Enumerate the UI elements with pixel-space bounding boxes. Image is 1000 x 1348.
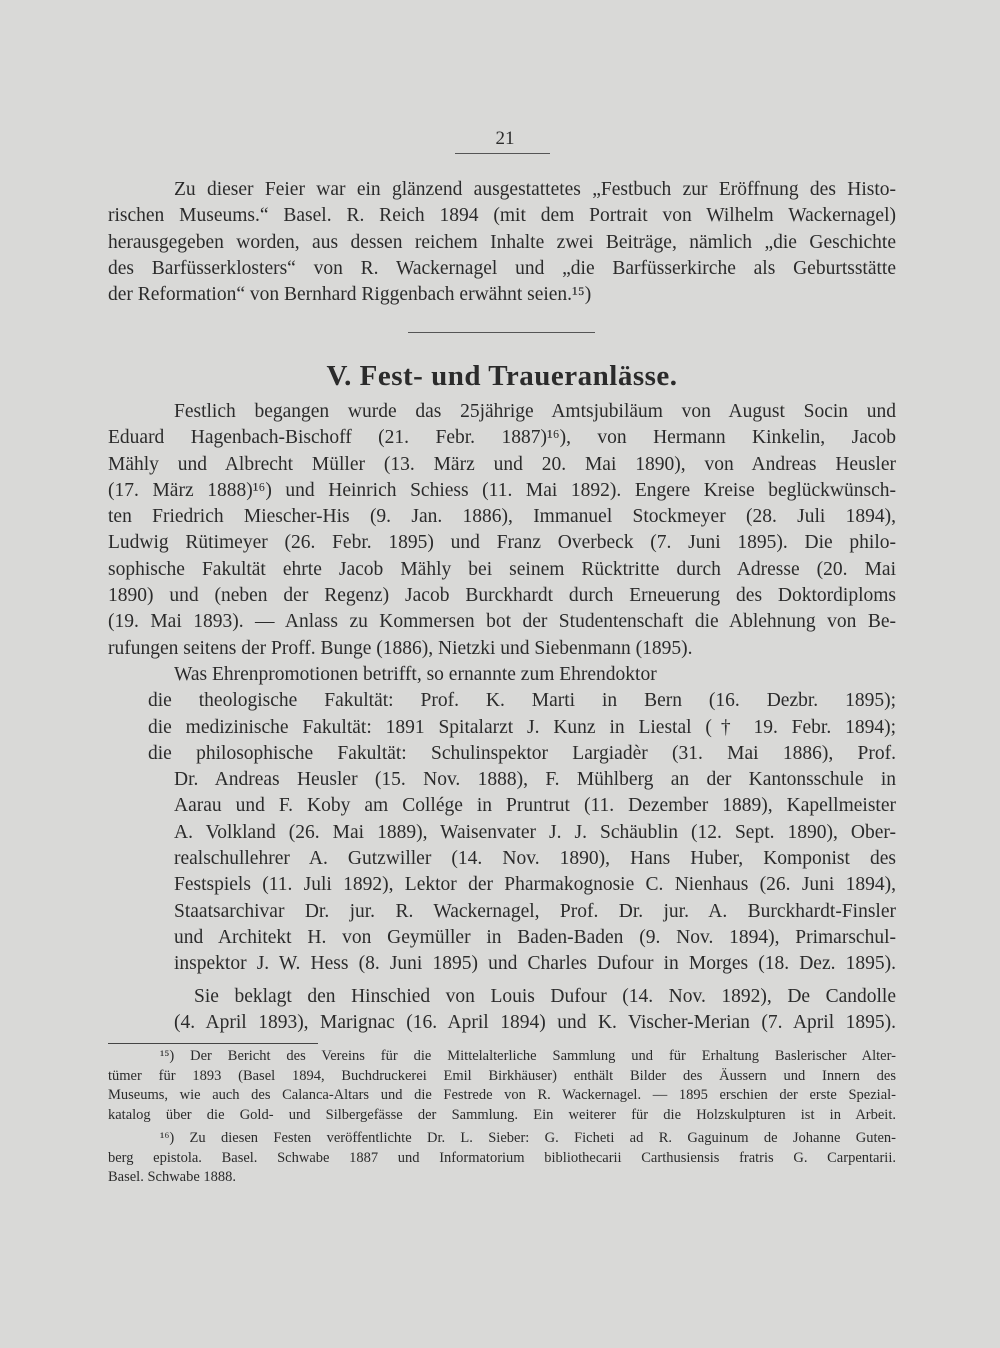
text-line: rufungen seitens der Proff. Bunge (1886), Nietzki und Siebenmann (1895). [108,637,693,659]
text-line: ten Friedrich Miescher-His (9. Jan. 1886), Immanuel Stockmeyer (28. Juli 1894), [108,506,896,528]
text-line: Eduard Hagenbach-Bischoff (21. Febr. 1887)¹⁶), von Hermann Kinkelin, Jacob [108,427,896,449]
text-line: Was Ehrenpromotionen betrifft, so ernannte zum Ehrendoktor [174,664,657,685]
text-line: inspektor J. W. Hess (8. Juni 1895) und Charles Dufour in Morges (18. Dez. 1895). [174,953,896,975]
text-line: Sie beklagt den Hinschied von Louis Dufour (14. Nov. 1892), De Candolle [194,986,896,1007]
text-line: die theologische Fakultät: Prof. K. Marti in Bern (16. Dezbr. 1895); [148,690,896,712]
ehrenpromotionen-paragraph [108,662,896,978]
text-line: 1890) und (neben der Regenz) Jacob Burckhardt durch Erneuerung des Doktordiploms [108,585,896,607]
text-line: Festspiels (11. Juli 1892), Lektor der Pharmakognosie C. Nienhaus (26. Juni 1894), [174,874,896,896]
text-line: der Reformation“ von Bernhard Riggenbach erwähnt seien.¹⁵) [108,284,592,306]
section-heading: V. Fest- und Traueranlässe. [326,360,678,392]
text-line: und Architekt H. von Geymüller in Baden-Baden (9. Nov. 1894), Primarschul- [174,926,896,948]
text-line: Staatsarchivar Dr. jur. R. Wackernagel, Prof. Dr. jur. A. Burckhardt-Finsler [174,900,896,922]
text-line: (4. April 1893), Marignac (16. April 1894) und K. Vischer-Merian (7. April 1895). [174,1012,896,1034]
text-line: die philosophische Fakultät: Schulinspektor Largiadèr (31. Mai 1886), Prof. [148,742,896,764]
intro-paragraph [108,177,896,308]
text-line: (19. Mai 1893). — Anlass zu Kommersen bot der Studentenschaft die Ablehnung von Be- [108,611,896,633]
text-line: Ludwig Rütimeyer (26. Febr. 1895) und Franz Overbeck (7. Juni 1895). Die philo- [108,532,896,554]
text-line: realschullehrer A. Gutzwiller (14. Nov. 1890), Hans Huber, Komponist des [174,848,896,870]
footnote-rule [108,1043,318,1044]
footnote-line: tümer für 1893 (Basel 1894, Buchdruckerei Emil Birkhäuser) enthält Bilder des Äussern und Innern des [108,1067,896,1084]
footnote-line: berg epistola. Basel. Schwabe 1887 und Informatorium bibliothecarii Carthusiensis fratris G. Carpentarii. [108,1149,896,1166]
footnote-line: ¹⁵) Der Bericht des Vereins für die Mittelalterliche Sammlung und für Erhaltung Baslerischer Alter- [160,1048,896,1064]
text-line: sophische Fakultät ehrte Jacob Mähly bei seinem Rücktritte durch Adresse (20. Mai [108,558,896,580]
footnote-line: ¹⁶) Zu diesen Festen veröffentlichte Dr. L. Sieber: G. Ficheti ad R. Gaguinum de Johanne Guten- [160,1130,896,1146]
footnote-15 [108,1047,896,1125]
text-line: Mähly und Albrecht Müller (13. März und 20. Mai 1890), von Andreas Heusler [108,453,896,475]
footnote-line: katalog über die Gold- und Silbergefässe der Sammlung. Ein weiterer für die Holzskulpturen ist in Arbeit. [108,1106,896,1123]
text-line: rischen Museums.“ Basel. R. Reich 1894 (mit dem Portrait von Wilhelm Wackernagel) [108,205,896,227]
text-line: Aarau und F. Koby am Collége in Pruntrut (11. Dezember 1889), Kapellmeister [174,795,896,817]
festlich-paragraph [108,399,896,662]
text-line: Zu dieser Feier war ein glänzend ausgestattetes „Festbuch zur Eröffnung des Histo- [174,179,896,200]
footnote-16 [108,1129,896,1188]
footnote-line: Basel. Schwabe 1888. [108,1169,237,1186]
section-rule [408,332,595,333]
hinschied-paragraph [108,984,896,1037]
text-line: des Barfüsserklosters“ von R. Wackernagel und „die Barfüsserkirche als Geburtsstätte [108,257,896,279]
footnote-line: Museums, wie auch des Calanca-Altars und die Festrede von R. Wackernagel. — 1895 erschien der erste Spezial- [108,1087,896,1104]
page-number-rule [455,153,550,154]
text-line: Dr. Andreas Heusler (15. Nov. 1888), F. Mühlberg an der Kantonsschule in [174,769,896,791]
text-line: herausgegeben worden, aus dessen reichem Inhalte zwei Beiträge, nämlich „die Geschichte [108,231,896,253]
text-line: (17. März 1888)¹⁶) und Heinrich Schiess (11. Mai 1892). Engere Kreise beglückwünsch- [108,479,896,501]
text-line: Festlich begangen wurde das 25jährige Amtsjubiläum von August Socin und [174,401,896,422]
text-line: A. Volkland (26. Mai 1889), Waisenvater J. J. Schäublin (12. Sept. 1890), Ober- [174,821,896,843]
page-number: 21 [495,128,515,149]
text-line: die medizinische Fakultät: 1891 Spitalarzt J. Kunz in Liestal († 19. Febr. 1894); [148,716,896,738]
